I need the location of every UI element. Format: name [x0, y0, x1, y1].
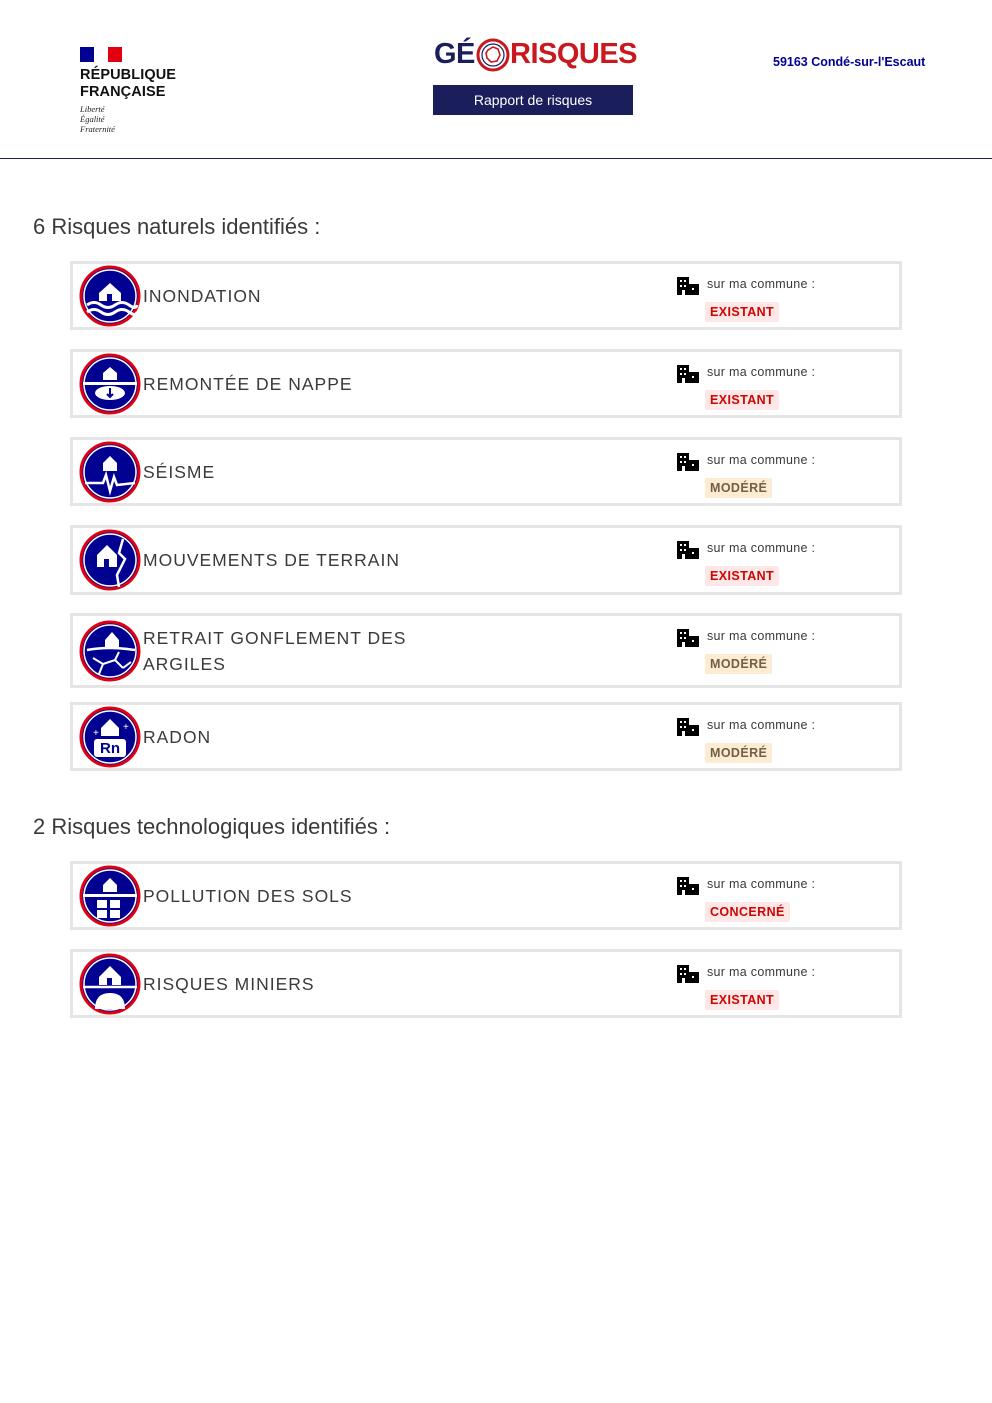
- status-label: sur ma commune :: [707, 718, 816, 732]
- natural-risks-title: 6 Risques naturels identifiés :: [33, 214, 321, 239]
- technological-risks-title: 2 Risques technologiques identifiés :: [33, 814, 391, 839]
- page-header: [0, 0, 992, 159]
- building-icon: [676, 452, 700, 472]
- risk-card: [70, 861, 902, 930]
- ground-movement-icon: [79, 529, 141, 591]
- risk-card: [70, 949, 902, 1018]
- status-label: sur ma commune :: [707, 629, 816, 643]
- radon-icon: [79, 706, 141, 768]
- georisques-logo: [432, 36, 638, 72]
- flood-icon: [79, 265, 141, 327]
- france-map-emblem-icon: [476, 38, 510, 72]
- status-badge: EXISTANT: [705, 990, 779, 1010]
- earthquake-icon: [79, 441, 141, 503]
- status-badge: CONCERNÉ: [705, 902, 790, 922]
- status-badge: MODÉRÉ: [705, 654, 772, 674]
- svg-text:+: +: [93, 728, 99, 739]
- risk-name: SÉISME: [143, 462, 216, 482]
- republique-francaise-logo: [80, 47, 176, 134]
- risk-name: RADON: [143, 727, 212, 747]
- status-label: sur ma commune :: [707, 365, 816, 379]
- status-badge: MODÉRÉ: [705, 743, 772, 763]
- risk-name: RETRAIT GONFLEMENT DES ARGILES: [143, 628, 407, 674]
- status-label: sur ma commune :: [707, 453, 816, 467]
- risk-card: [70, 613, 902, 688]
- risk-name: INONDATION: [143, 286, 262, 306]
- status-label: sur ma commune :: [707, 277, 816, 291]
- clay-shrink-swell-icon: [79, 620, 141, 682]
- svg-text:+: +: [123, 722, 129, 733]
- commune-name: 59163 Condé-sur-l'Escaut: [773, 55, 926, 69]
- republic-motto: Liberté Égalité Fraternité: [80, 104, 115, 134]
- risk-name: RISQUES MINIERS: [143, 974, 315, 994]
- risk-card: [70, 525, 902, 595]
- risk-card: [70, 702, 902, 771]
- status-badge: EXISTANT: [705, 302, 779, 322]
- logo-text-ge: GÉ: [434, 38, 475, 70]
- status-label: sur ma commune :: [707, 877, 816, 891]
- building-icon: [676, 364, 700, 384]
- republic-name: RÉPUBLIQUE FRANÇAISE: [80, 67, 177, 100]
- building-icon: [676, 276, 700, 296]
- groundwater-rise-icon: [79, 353, 141, 415]
- risk-card: [70, 261, 902, 330]
- risk-card: [70, 437, 902, 506]
- risk-name: REMONTÉE DE NAPPE: [143, 374, 353, 394]
- status-badge: EXISTANT: [705, 566, 779, 586]
- building-icon: [676, 628, 700, 648]
- french-flag-icon: [80, 47, 122, 62]
- logo-text-risques: RISQUES: [510, 38, 638, 70]
- soil-pollution-icon: [79, 865, 141, 927]
- risk-card: [70, 349, 902, 418]
- building-icon: [676, 876, 700, 896]
- status-label: sur ma commune :: [707, 541, 816, 555]
- mining-risk-icon: [79, 953, 141, 1015]
- building-icon: [676, 540, 700, 560]
- building-icon: [676, 717, 700, 737]
- svg-text:Rn: Rn: [100, 740, 120, 757]
- report-title-banner: Rapport de risques: [433, 85, 633, 115]
- status-badge: EXISTANT: [705, 390, 779, 410]
- risk-name: POLLUTION DES SOLS: [143, 886, 353, 906]
- building-icon: [676, 964, 700, 984]
- risk-name: MOUVEMENTS DE TERRAIN: [143, 550, 400, 570]
- status-badge: MODÉRÉ: [705, 478, 772, 498]
- status-label: sur ma commune :: [707, 965, 816, 979]
